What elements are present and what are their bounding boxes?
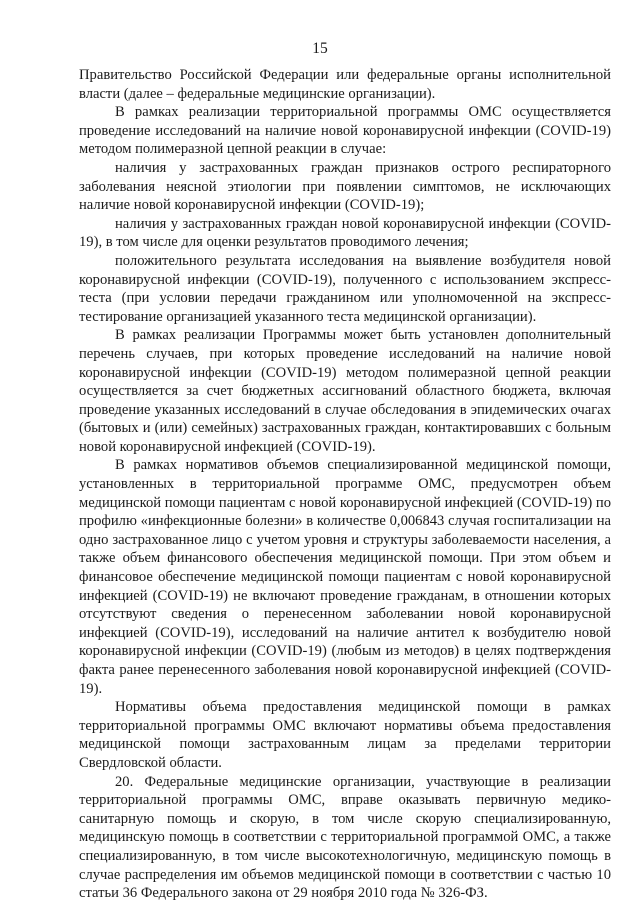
- paragraph-item-20: 20. Федеральные медицинские организации, участвующие в реализации территориальной программы ОМС, вправе оказывать первичную медико-санитарную помощь и скорую, в том числе скорую специализированную, медицинскую помощь в соответствии с территориальной программой ОМС, а также специализированную, в том числе высокотехнологичную, медицинскую помощь в случае распределения им объемов медицинской помощи в соответствии с частью 10 статьи 36 Федерального закона от 29 ноября 2010 года № 326-ФЗ.: [79, 773, 611, 902]
- paragraph-specialized-care-norms: В рамках нормативов объемов специализированной медицинской помощи, установленных в территориальной программе ОМС, предусмотрен объем медицинской помощи пациентам с новой коронавирусной инфекцией (COVID-19) по профилю «инфекционные болезни» в количестве 0,006843 случая госпитализации на одно застрахованное лицо с учетом уровня и структуры заболеваемости населения, а также объем финансового обеспечения медицинской помощи. При этом объем и финансовое обеспечение медицинской помощи пациентам с новой коронавирусной инфекцией (COVID-19) не включают проведение гражданам, в отношении которых отсутствуют сведения о перенесенном заболевании новой коронавирусной инфекцией (COVID-19), исследований на наличие антител к возбудителю новой коронавирусной инфекции (COVID-19) (любым из методов) в целях подтверждения факта ранее перенесенного заболевания новой коронавирусной инфекцией (COVID-19).: [79, 457, 611, 697]
- document-body: [79, 66, 611, 903]
- paragraph-case-symptoms: наличия у застрахованных граждан признаков острого респираторного заболевания неясной этиологии при появлении симптомов, не исключающих наличие новой коронавирусной инфекции (COVID-19);: [79, 159, 611, 214]
- paragraph-volume-norms: Нормативы объема предоставления медицинской помощи в рамках территориальной программы ОМС включают нормативы объема предоставления медицинской помощи застрахованным лицам за пределами территории Свердловской области.: [79, 699, 611, 771]
- page-number: 15: [312, 40, 328, 57]
- paragraph-case-express-test: положительного результата исследования на выявление возбудителя новой коронавирусной инфекции (COVID-19), полученного с использованием экспресс-теста (при условии передачи гражданином или уполномоченной на экспресс-тестирование организацией указанного теста медицинской организации).: [79, 252, 611, 325]
- paragraph-pcr-testing-intro: В рамках реализации территориальной программы ОМС осуществляется проведение исследований на наличие новой коронавирусной инфекции (COVID-19) методом полимеразной цепной реакции в случае:: [79, 104, 611, 158]
- paragraph-continuation: Правительство Российской Федерации или федеральные органы исполнительной власти (далее – федеральные медицинские организации).: [79, 67, 611, 102]
- paragraph-additional-cases: В рамках реализации Программы может быть установлен дополнительный перечень случаев, при которых проведение исследований на наличие новой коронавирусной инфекции (COVID-19) методом полимеразной цепной реакции осуществляется за счет бюджетных ассигнований областного бюджета, включая проведение указанных исследований в случае обследования в эпидемических очагах (бытовых и (или) семейных) застрахованных граждан, контактировавших с больным новой коронавирусной инфекцией (COVID-19).: [79, 327, 611, 455]
- paragraph-case-infection: наличия у застрахованных граждан новой коронавирусной инфекции (COVID-19), в том числе для оценки результатов проводимого лечения;: [79, 215, 611, 251]
